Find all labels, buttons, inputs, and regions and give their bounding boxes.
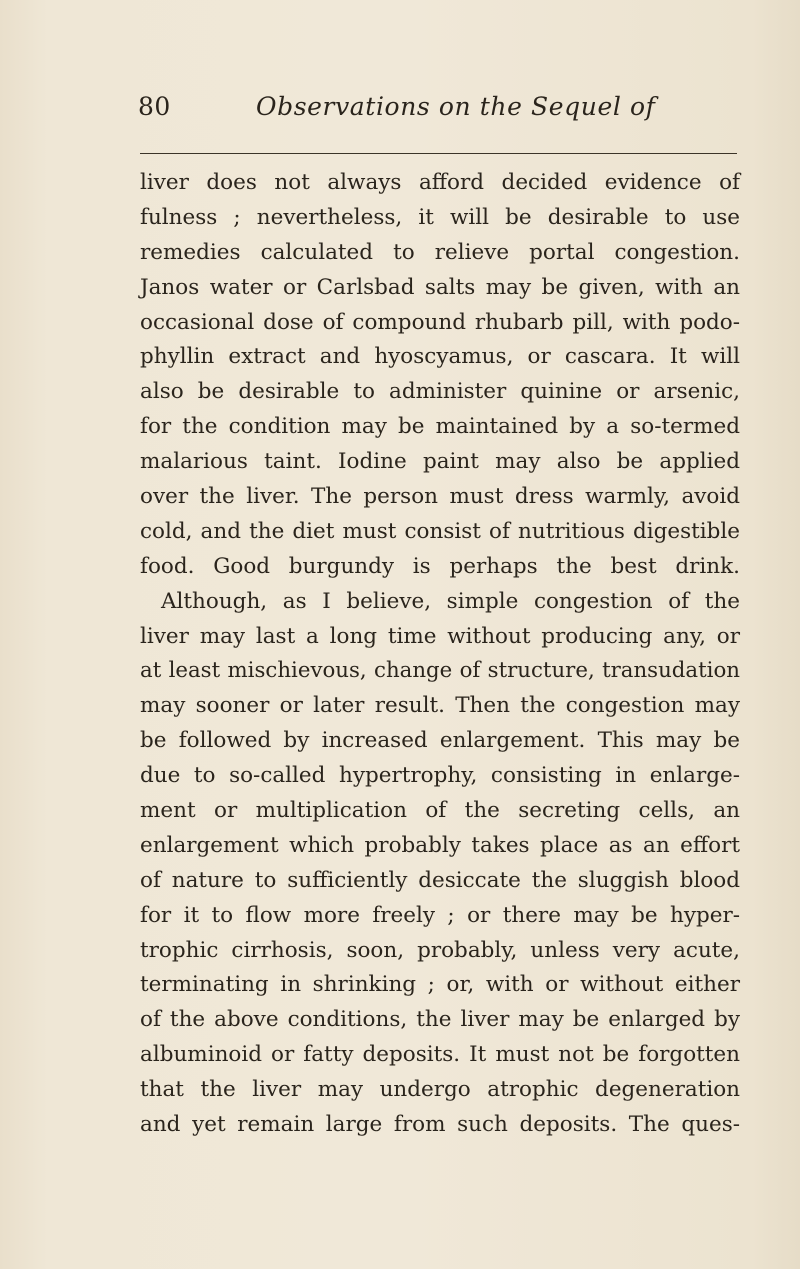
text-line: malarious taint. Iodine paint may also be applied (140, 449, 740, 475)
paragraph-start-line: Although, as I believe, simple congestion of the (161, 588, 740, 614)
page-header (138, 84, 738, 128)
text-line: occasional dose of compound rhubarb pill, with podo- (140, 309, 740, 335)
text-line: and yet remain large from such deposits. The ques- (140, 1112, 740, 1138)
body-text (140, 166, 740, 1143)
text-line: remedies calculated to relieve portal congestion. (140, 239, 740, 265)
text-line: due to so-called hypertrophy, consisting in enlarge- (140, 763, 740, 789)
text-line: liver may last a long time without producing any, or (140, 623, 740, 649)
text-line: fulness ; nevertheless, it will be desirable to use (140, 204, 740, 230)
text-line: be followed by increased enlargement. This may be (140, 728, 740, 754)
text-line: albuminoid or fatty deposits. It must not be forgotten (140, 1042, 740, 1068)
text-line: that the liver may undergo atrophic degeneration (140, 1077, 740, 1103)
text-line: at least mischievous, change of structure, transudation (140, 658, 740, 684)
text-line: for the condition may be maintained by a so-termed (140, 414, 740, 440)
text-line: over the liver. The person must dress warmly, avoid (140, 484, 740, 510)
text-line: for it to flow more freely ; or there may be hyper- (140, 902, 740, 928)
text-line: of nature to sufficiently desiccate the sluggish blood (140, 867, 740, 893)
text-line: ment or multiplication of the secreting cells, an (140, 798, 740, 824)
text-line: also be desirable to administer quinine or arsenic, (140, 379, 740, 405)
text-line: enlargement which probably takes place as an effort (140, 832, 740, 858)
running-head: Observations on the Sequel of (256, 92, 656, 121)
text-line: of the above conditions, the liver may be enlarged by (140, 1007, 740, 1033)
text-line: terminating in shrinking ; or, with or without either (140, 972, 740, 998)
page-number: 80 (138, 92, 171, 121)
text-line: Janos water or Carlsbad salts may be given, with an (140, 274, 740, 300)
text-line: liver does not always afford decided evidence of (140, 170, 740, 195)
text-line: cold, and the diet must consist of nutritious digestible (140, 518, 740, 544)
text-line: phyllin extract and hyoscyamus, or cascara. It will (140, 344, 740, 370)
header-rule (140, 153, 737, 154)
text-line: trophic cirrhosis, soon, probably, unless very acute, (140, 937, 740, 963)
text-line: food. Good burgundy is perhaps the best drink. (140, 553, 740, 579)
text-line: may sooner or later result. Then the congestion may (140, 693, 740, 719)
